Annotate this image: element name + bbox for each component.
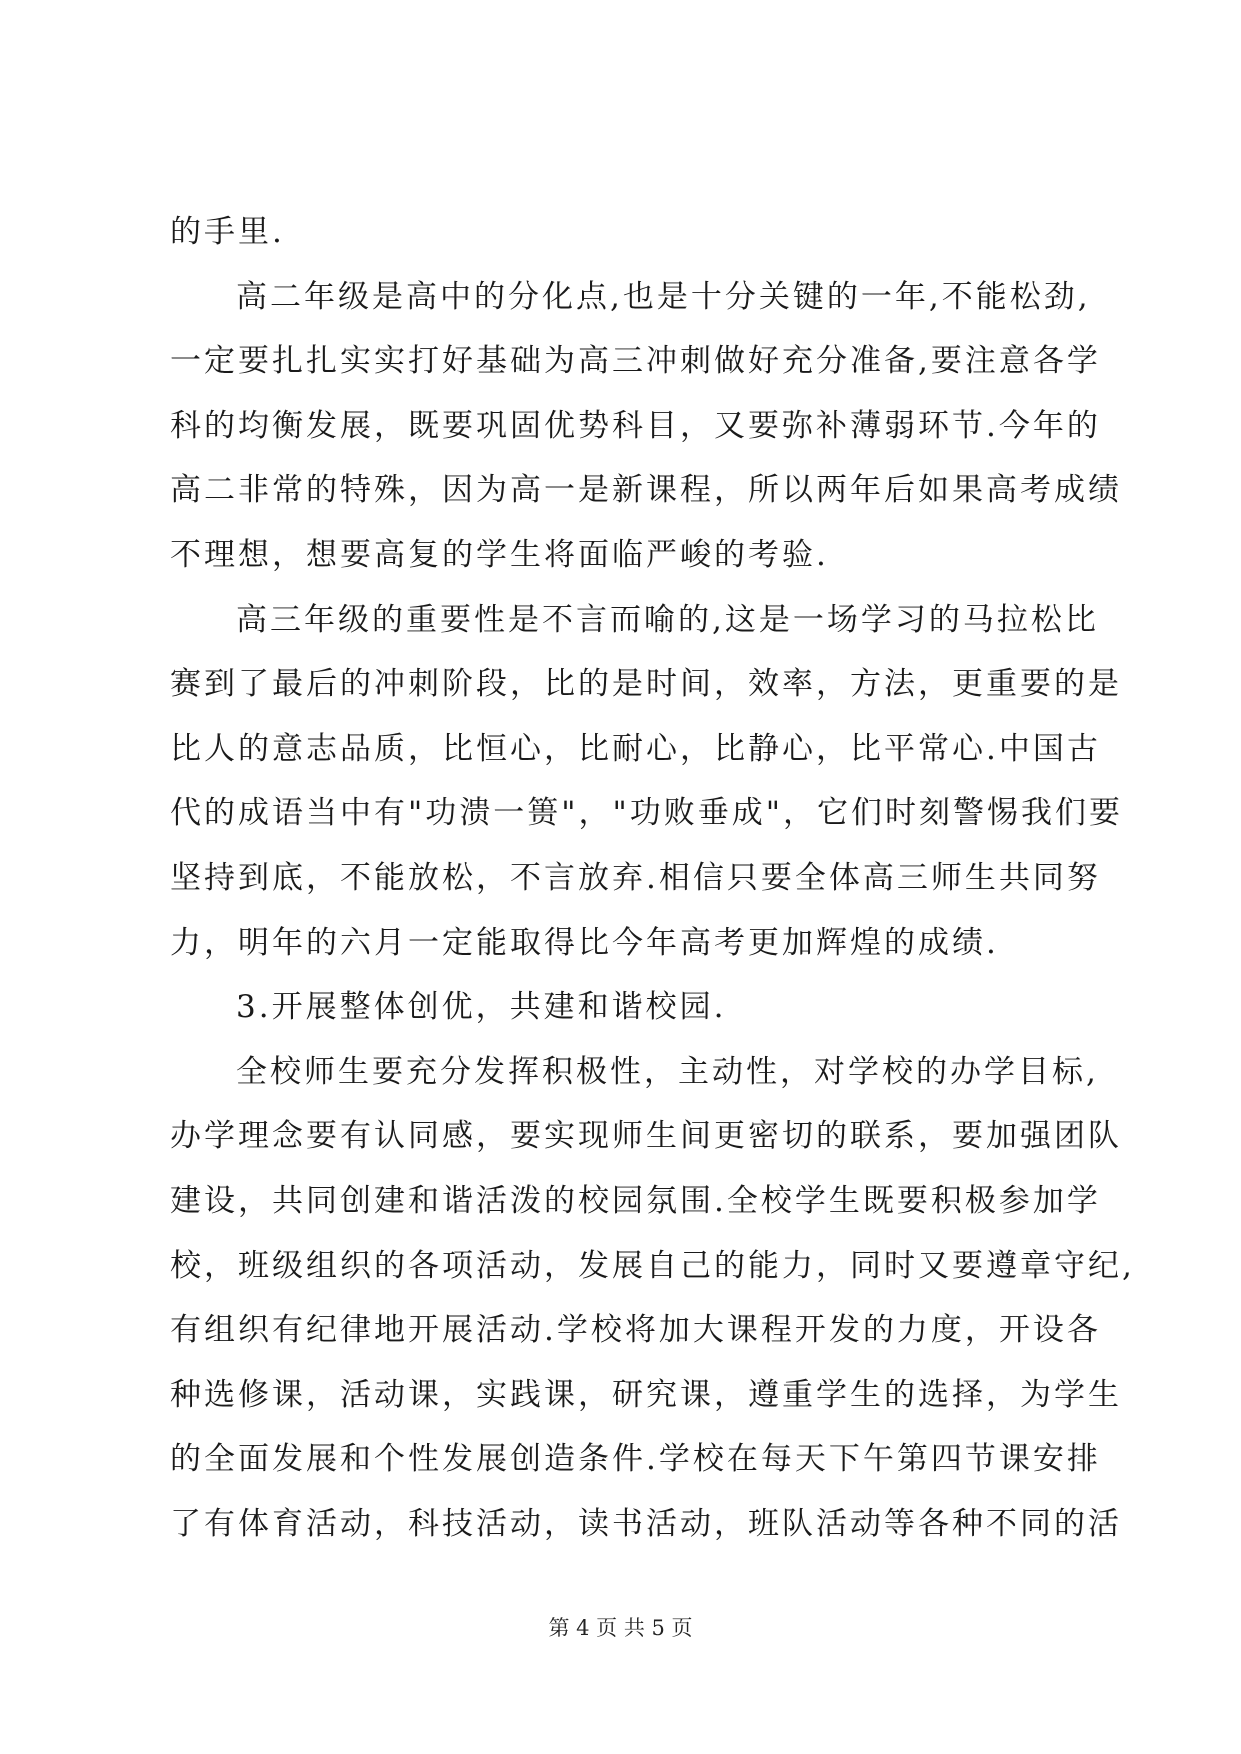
- text-line: 赛到了最后的冲刺阶段，比的是时间，效率，方法，更重要的是: [170, 666, 1122, 703]
- text-line: 建设，共同创建和谐活泼的校园氛围.全校学生既要积极参加学: [170, 1182, 1101, 1219]
- text-line: 了有体育活动，科技活动，读书活动，班队活动等各种不同的活: [170, 1505, 1122, 1542]
- text-line: 代的成语当中有"功溃一篑"，"功败垂成"，它们时刻警惕我们要: [170, 795, 1124, 832]
- document-body: [170, 200, 1135, 1556]
- text-line: 一定要扎扎实实打好基础为高三冲刺做好充分准备,要注意各学: [170, 343, 1101, 380]
- paragraph-start-line: 高三年级的重要性是不言而喻的,这是一场学习的马拉松比: [236, 601, 1099, 638]
- paragraph-start-line: 高二年级是高中的分化点,也是十分关键的一年,不能松劲,: [236, 278, 1091, 315]
- text-line: 力，明年的六月一定能取得比今年高考更加辉煌的成绩.: [170, 924, 999, 961]
- text-line: 比人的意志品质，比恒心，比耐心，比静心，比平常心.中国古: [170, 730, 1101, 767]
- paragraph-start-line: 全校师生要充分发挥积极性，主动性，对学校的办学目标,: [236, 1053, 1099, 1090]
- text-line: 种选修课，活动课，实践课，研究课，遵重学生的选择，为学生: [170, 1376, 1122, 1413]
- text-line: 办学理念要有认同感，要实现师生间更密切的联系，要加强团队: [170, 1118, 1122, 1155]
- text-line: 的手里.: [170, 214, 285, 250]
- text-line: 有组织有纪律地开展活动.学校将加大课程开发的力度，开设各: [170, 1312, 1101, 1349]
- page-number-footer: 第 4 页 共 5 页: [548, 1616, 693, 1640]
- text-line: 高二非常的特殊，因为高一是新课程，所以两年后如果高考成绩: [170, 472, 1122, 509]
- text-line: 的全面发展和个性发展创造条件.学校在每天下午第四节课安排: [170, 1441, 1101, 1478]
- section-heading: 3.开展整体创优，共建和谐校园.: [236, 989, 727, 1026]
- text-line: 校，班级组织的各项活动，发展自己的能力，同时又要遵章守纪,: [170, 1247, 1135, 1284]
- text-line: 科的均衡发展，既要巩固优势科目，又要弥补薄弱环节.今年的: [170, 407, 1101, 444]
- text-line: 坚持到底，不能放松，不言放弃.相信只要全体高三师生共同努: [170, 859, 1101, 896]
- text-line: 不理想，想要高复的学生将面临严峻的考验.: [170, 536, 829, 573]
